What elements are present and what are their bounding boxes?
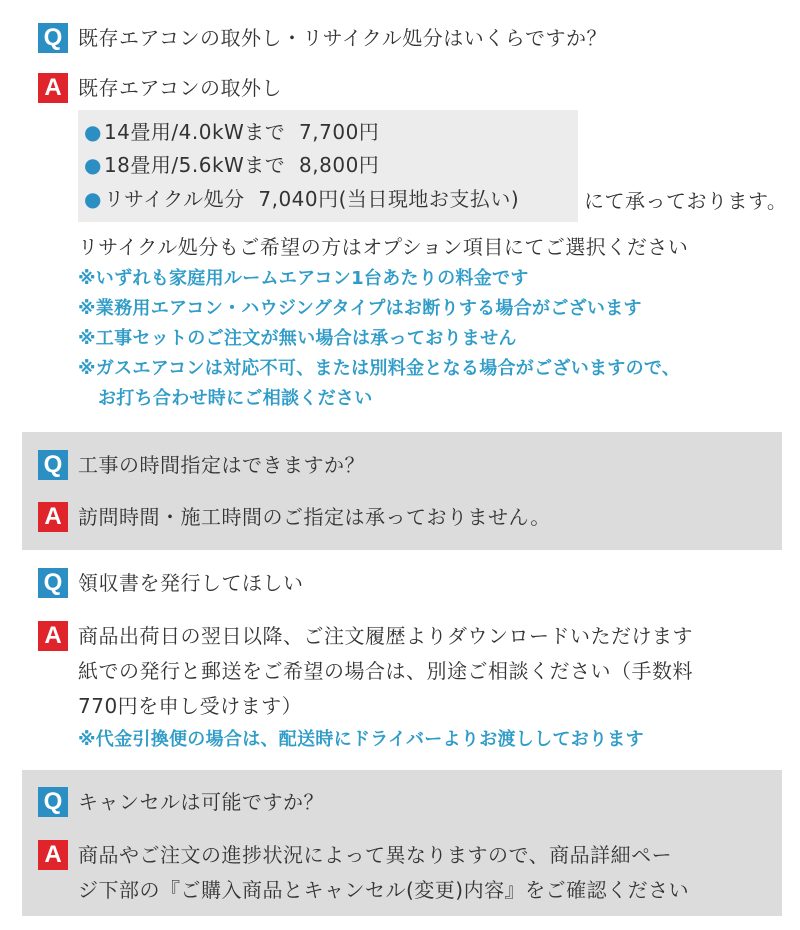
note-line: ※ガスエアコンは対応不可、または別料金となる場合がございますので、 xyxy=(78,358,681,379)
note-line: ※代金引換便の場合は、配送時にドライバーよりお渡ししております xyxy=(78,729,644,750)
price-item xyxy=(84,118,379,146)
answer-badge: A xyxy=(38,73,68,103)
price-value: 7,700円 xyxy=(299,120,380,144)
question-badge: Q xyxy=(38,787,68,817)
note-line: ※工事セットのご注文が無い場合は承っておりません xyxy=(78,328,517,349)
bullet: ● xyxy=(84,120,102,144)
faq-2-panel xyxy=(22,432,782,550)
note-line: ※いずれも家庭用ルームエアコン1台あたりの料金です xyxy=(78,268,529,289)
question-text: 既存エアコンの取外し・リサイクル処分はいくらですか？ xyxy=(78,26,607,50)
price-value: 8,800円 xyxy=(299,153,380,177)
answer-line: 商品やご注文の進捗状況によって異なりますので、商品詳細ペー xyxy=(78,843,673,867)
note-line: お打ち合わせ時にご相談ください xyxy=(98,388,373,409)
answer-badge: A xyxy=(38,840,68,870)
price-label: 18畳用/5.6kWまで xyxy=(103,153,286,177)
price-suffix: にて承っております。 xyxy=(584,189,788,213)
question-badge: Q xyxy=(38,568,68,598)
bullet: ● xyxy=(84,187,102,211)
answer-text: 訪問時間・施工時間のご指定は承っておりません。 xyxy=(78,505,551,529)
price-label: 14畳用/4.0kWまで xyxy=(103,120,286,144)
bullet: ● xyxy=(84,153,102,177)
question-badge: Q xyxy=(38,23,68,53)
note-line: ※業務用エアコン・ハウジングタイプはお断りする場合がございます xyxy=(78,298,642,319)
answer-badge: A xyxy=(38,502,68,532)
answer-line: 770円を申し受けます） xyxy=(78,694,303,718)
question-text: 領収書を発行してほしい xyxy=(78,571,304,595)
answer-line: 紙での発行と郵送をご希望の場合は、別途ご相談ください（手数料 xyxy=(78,659,693,683)
option-text: リサイクル処分もご希望の方はオプション項目にてご選択ください xyxy=(78,235,689,259)
price-item xyxy=(84,151,379,179)
price-item xyxy=(84,185,519,213)
question-text: キャンセルは可能ですか？ xyxy=(78,790,324,814)
answer-line: ジ下部の『ご購入商品とキャンセル(変更)内容』をご確認ください xyxy=(78,878,690,902)
answer-line: 商品出荷日の翌日以降、ご注文履歴よりダウンロードいただけます xyxy=(78,624,693,648)
answer-heading: 既存エアコンの取外し xyxy=(78,76,282,100)
question-text: 工事の時間指定はできますか？ xyxy=(78,453,365,477)
answer-badge: A xyxy=(38,621,68,651)
price-value: 7,040円(当日現地お支払い) xyxy=(258,187,520,211)
question-badge: Q xyxy=(38,450,68,480)
price-label: リサイクル処分 xyxy=(103,187,245,211)
